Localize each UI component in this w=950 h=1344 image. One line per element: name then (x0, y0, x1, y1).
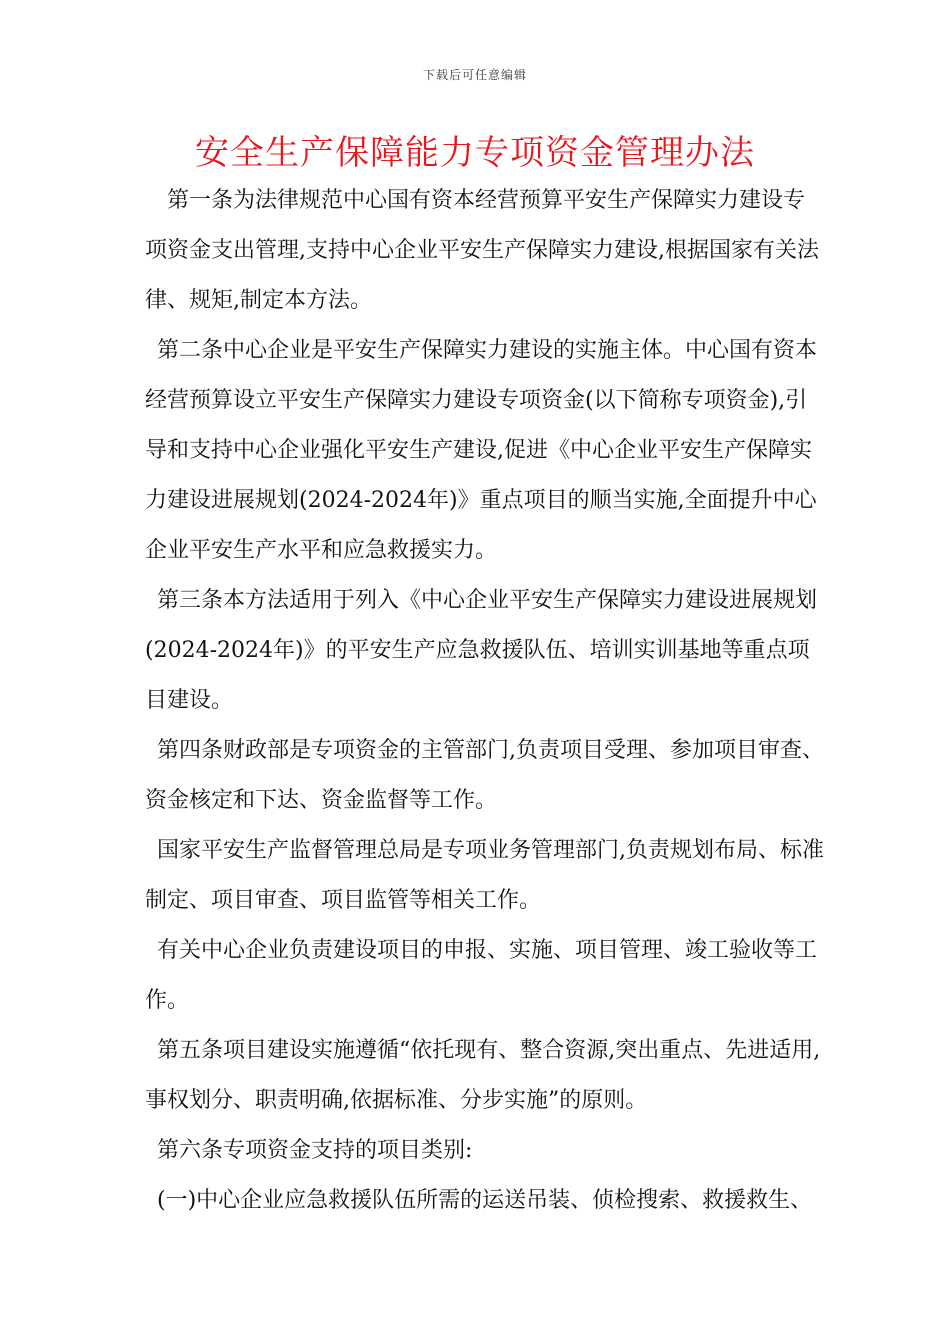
paragraph-article-3: 第三条本方法适用于列入《中心企业平安生产保障实力建设进展规划(2024-2024年)》的平安生产应急救援队伍、培训实训基地等重点项目建设。 (145, 588, 818, 713)
paragraph-article-6: 第六条专项资金支持的项目类别: (157, 1138, 473, 1163)
paragraph-article-2: 第二条中心企业是平安生产保障实力建设的实施主体。中心国有资本经营预算设立平安生产保障实力建设专项资金(以下简称专项资金),引导和支持中心企业强化平安生产建设,促进《中心企业平安生产保障实力建设进展规划(2024-2024年)》重点项目的顺当实施,全面提升中心企业平安生产水平和应急救援实力。 (145, 338, 818, 563)
paragraph-supervision-bureau: 国家平安生产监督管理总局是专项业务管理部门,负责规划布局、标准制定、项目审查、项目监管等相关工作。 (145, 838, 824, 913)
paragraph-article-5: 第五条项目建设实施遵循“依托现有、整合资源,突出重点、先进适用,事权划分、职责明确,依据标准、分步实施”的原则。 (145, 1038, 821, 1113)
document-body (145, 176, 825, 1226)
paragraph-article-1: 第一条为法律规范中心国有资本经营预算平安生产保障实力建设专项资金支出管理,支持中心企业平安生产保障实力建设,根据国家有关法律、规矩,制定本方法。 (145, 188, 819, 313)
paragraph-article-4: 第四条财政部是专项资金的主管部门,负责项目受理、参加项目审查、资金核定和下达、资金监督等工作。 (145, 738, 824, 813)
paragraph-enterprise-duty: 有关中心企业负责建设项目的申报、实施、项目管理、竣工验收等工作。 (145, 938, 818, 1013)
document-title: 安全生产保障能力专项资金管理办法 (195, 133, 755, 173)
header-note: 下载后可任意编辑 (422, 68, 527, 82)
paragraph-item-1: (一)中心企业应急救援队伍所需的运送吊装、侦检搜索、救援救生、 (157, 1188, 813, 1213)
